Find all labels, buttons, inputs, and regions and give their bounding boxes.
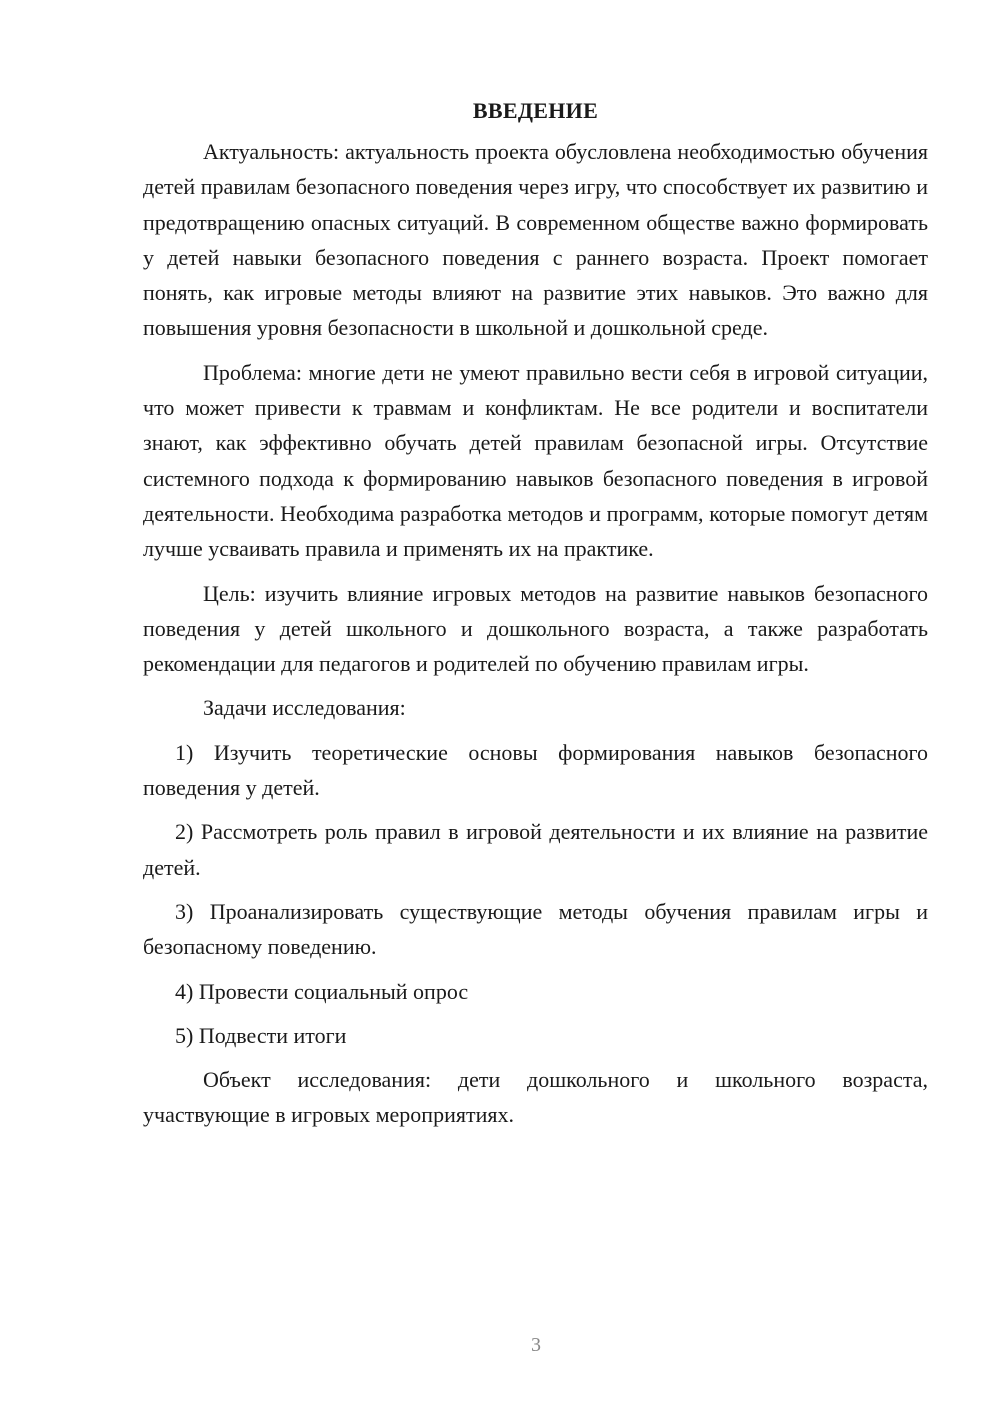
task-item-5: 5) Подвести итоги <box>175 1022 347 1048</box>
page-number: 3 <box>531 1334 541 1356</box>
task-item-2: 2) Рассмотреть роль правил в игровой деятельности и их влияние на развитие детей. <box>143 819 928 880</box>
paragraph-relevance: Актуальность: актуальность проекта обусловлена необходимостью обучения детей правилам безопасного поведения через игру, что способствует их развитию и предотвращению опасных ситуаций. В современном обществе важно формировать у детей навыки безопасного поведения с раннего возраста. Проект помогает понять, как игровые методы влияют на развитие этих навыков. Это важно для повышения уровня безопасности в школьной и дошкольной среде. <box>143 139 928 341</box>
tasks-heading: Задачи исследования: <box>203 695 406 721</box>
page-content <box>143 96 928 1142</box>
section-title: ВВЕДЕНИЕ <box>472 98 599 123</box>
paragraph-goal: Цель: изучить влияние игровых методов на развитие навыков безопасного поведения у детей школьного и дошкольного возраста, а также разработать рекомендации для педагогов и родителей по обучению правилам игры. <box>143 580 928 677</box>
task-item-1: 1) Изучить теоретические основы формирования навыков безопасного поведения у детей. <box>143 739 928 801</box>
task-item-4: 4) Провести социальный опрос <box>175 978 469 1004</box>
paragraph-object: Объект исследования: дети дошкольного и школьного возраста, участвующие в игровых мероприятиях. <box>143 1067 928 1128</box>
task-item-3: 3) Проанализировать существующие методы обучения правилам игры и безопасному поведению. <box>143 898 928 960</box>
paragraph-problem: Проблема: многие дети не умеют правильно вести себя в игровой ситуации, что может привести к травмам и конфликтам. Не все родители и воспитатели знают, как эффективно обучать детей правилам безопасной игры. Отсутствие системного подхода к формированию навыков безопасного поведения в игровой деятельности. Необходима разработка методов и программ, которые помогут детям лучше усваивать правила и применять их на практике. <box>143 359 928 562</box>
